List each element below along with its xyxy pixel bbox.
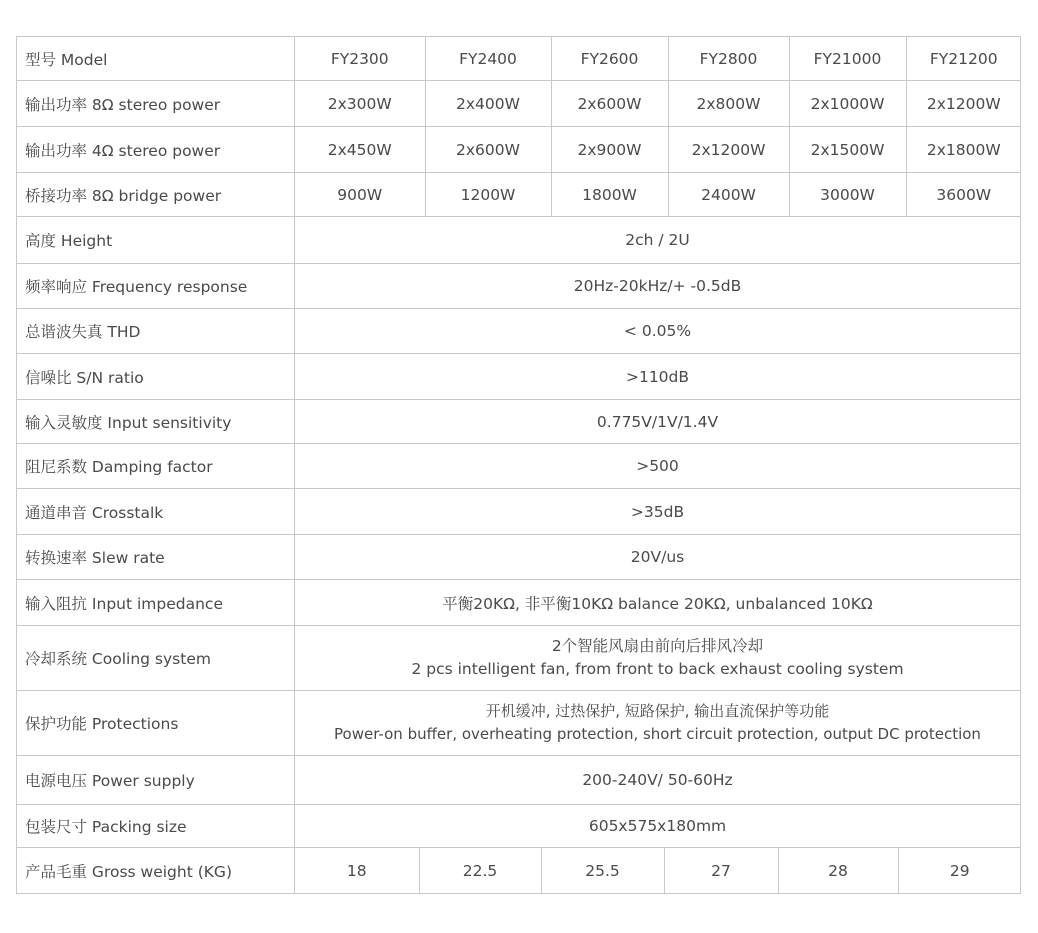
value-cell: 1800W bbox=[551, 173, 668, 216]
value-cell: 2x400W bbox=[425, 81, 551, 126]
protections-line-cn: 开机缓冲, 过热保护, 短路保护, 输出直流保护等功能 bbox=[485, 702, 830, 720]
value-cell: 22.5 bbox=[419, 848, 541, 893]
value-cell: 25.5 bbox=[541, 848, 664, 893]
value-cell: 27 bbox=[664, 848, 778, 893]
value-cell: 2x600W bbox=[551, 81, 668, 126]
value-cell: 28 bbox=[778, 848, 898, 893]
cooling-line-cn: 2个智能风扇由前向后排风冷却 bbox=[551, 637, 764, 655]
cooling-line-en: 2 pcs intelligent fan, from front to back exhaust cooling system bbox=[411, 660, 904, 678]
table-row bbox=[17, 400, 1021, 444]
value-cell: 3600W bbox=[906, 173, 1021, 216]
row-label-impedance: 输入阻抗 Input impedance bbox=[17, 580, 295, 626]
value-cell: 2x1200W bbox=[668, 127, 789, 172]
spec-table bbox=[16, 36, 1020, 894]
model-cell: FY2800 bbox=[668, 37, 789, 80]
table-row bbox=[17, 264, 1021, 309]
table-row bbox=[17, 489, 1021, 535]
value-cell bbox=[295, 626, 1021, 691]
value-cell: >110dB bbox=[295, 354, 1021, 400]
row-label-frequency: 频率响应 Frequency response bbox=[17, 264, 295, 309]
value-cell: 18 bbox=[346, 861, 367, 880]
value-cell: 29 bbox=[898, 848, 1021, 893]
row-label-model: 型号 Model bbox=[17, 37, 295, 81]
table-row bbox=[17, 354, 1021, 400]
table-row bbox=[17, 848, 1021, 894]
value-cell: 605x575x180mm bbox=[295, 805, 1021, 848]
row-label-packing: 包装尺寸 Packing size bbox=[17, 805, 295, 848]
value-cell: 2x1800W bbox=[906, 127, 1021, 172]
value-cell: 20Hz-20kHz/+ -0.5dB bbox=[295, 264, 1021, 309]
table-row bbox=[17, 217, 1021, 264]
value-cell: 1200W bbox=[425, 173, 551, 216]
row-label-cooling: 冷却系统 Cooling system bbox=[17, 626, 295, 691]
value-cell: 2x1200W bbox=[906, 81, 1021, 126]
row-label-protections: 保护功能 Protections bbox=[17, 691, 295, 756]
model-cell: FY2400 bbox=[425, 37, 551, 80]
model-cell: FY2300 bbox=[330, 49, 389, 68]
value-cell: 20V/us bbox=[295, 535, 1021, 580]
table-row bbox=[17, 37, 1021, 81]
row-label-sensitivity: 输入灵敏度 Input sensitivity bbox=[17, 400, 295, 444]
value-cell: 平衡20KΩ, 非平衡10KΩ balance 20KΩ, unbalanced 10KΩ bbox=[295, 580, 1021, 626]
model-cell: FY21000 bbox=[789, 37, 906, 80]
row-label-thd: 总谐波失真 THD bbox=[17, 309, 295, 354]
table-row bbox=[17, 309, 1021, 354]
value-cell: 2x600W bbox=[425, 127, 551, 172]
row-label-sn-ratio: 信噪比 S/N ratio bbox=[17, 354, 295, 400]
value-cell: 900W bbox=[337, 185, 383, 204]
row-label-height: 高度 Height bbox=[17, 217, 295, 264]
value-cell: < 0.05% bbox=[295, 309, 1021, 354]
row-label-crosstalk: 通道串音 Crosstalk bbox=[17, 489, 295, 535]
value-cell: >35dB bbox=[295, 489, 1021, 535]
table-row bbox=[17, 127, 1021, 173]
value-cell: 200-240V/ 50-60Hz bbox=[295, 756, 1021, 805]
value-cell: >500 bbox=[295, 444, 1021, 489]
table-row bbox=[17, 535, 1021, 580]
row-label-gross-weight: 产品毛重 Gross weight (KG) bbox=[17, 848, 295, 894]
table-row bbox=[17, 173, 1021, 217]
value-cell: 2x450W bbox=[327, 140, 392, 159]
table-row bbox=[17, 691, 1021, 756]
value-cell: 2x900W bbox=[551, 127, 668, 172]
row-label-4ohm-stereo: 输出功率 4Ω stereo power bbox=[17, 127, 295, 173]
value-cell bbox=[295, 691, 1021, 756]
model-cell: FY2600 bbox=[551, 37, 668, 80]
table-row bbox=[17, 580, 1021, 626]
row-label-power-supply: 电源电压 Power supply bbox=[17, 756, 295, 805]
table-row bbox=[17, 756, 1021, 805]
value-cell: 3000W bbox=[789, 173, 906, 216]
row-label-bridge: 桥接功率 8Ω bridge power bbox=[17, 173, 295, 217]
table-row bbox=[17, 444, 1021, 489]
table-row bbox=[17, 81, 1021, 127]
row-label-8ohm-stereo: 输出功率 8Ω stereo power bbox=[17, 81, 295, 127]
value-cell: 2x800W bbox=[668, 81, 789, 126]
value-cell: 2400W bbox=[668, 173, 789, 216]
table-row bbox=[17, 805, 1021, 848]
protections-line-en: Power-on buffer, overheating protection, short circuit protection, output DC protection bbox=[334, 725, 981, 743]
row-label-slew-rate: 转换速率 Slew rate bbox=[17, 535, 295, 580]
model-cell: FY21200 bbox=[906, 37, 1021, 80]
table-row bbox=[17, 626, 1021, 691]
value-cell: 2x1000W bbox=[789, 81, 906, 126]
row-label-damping: 阻尼系数 Damping factor bbox=[17, 444, 295, 489]
value-cell: 0.775V/1V/1.4V bbox=[295, 400, 1021, 444]
value-cell: 2x300W bbox=[327, 94, 392, 113]
value-cell: 2ch / 2U bbox=[295, 217, 1021, 264]
value-cell: 2x1500W bbox=[789, 127, 906, 172]
